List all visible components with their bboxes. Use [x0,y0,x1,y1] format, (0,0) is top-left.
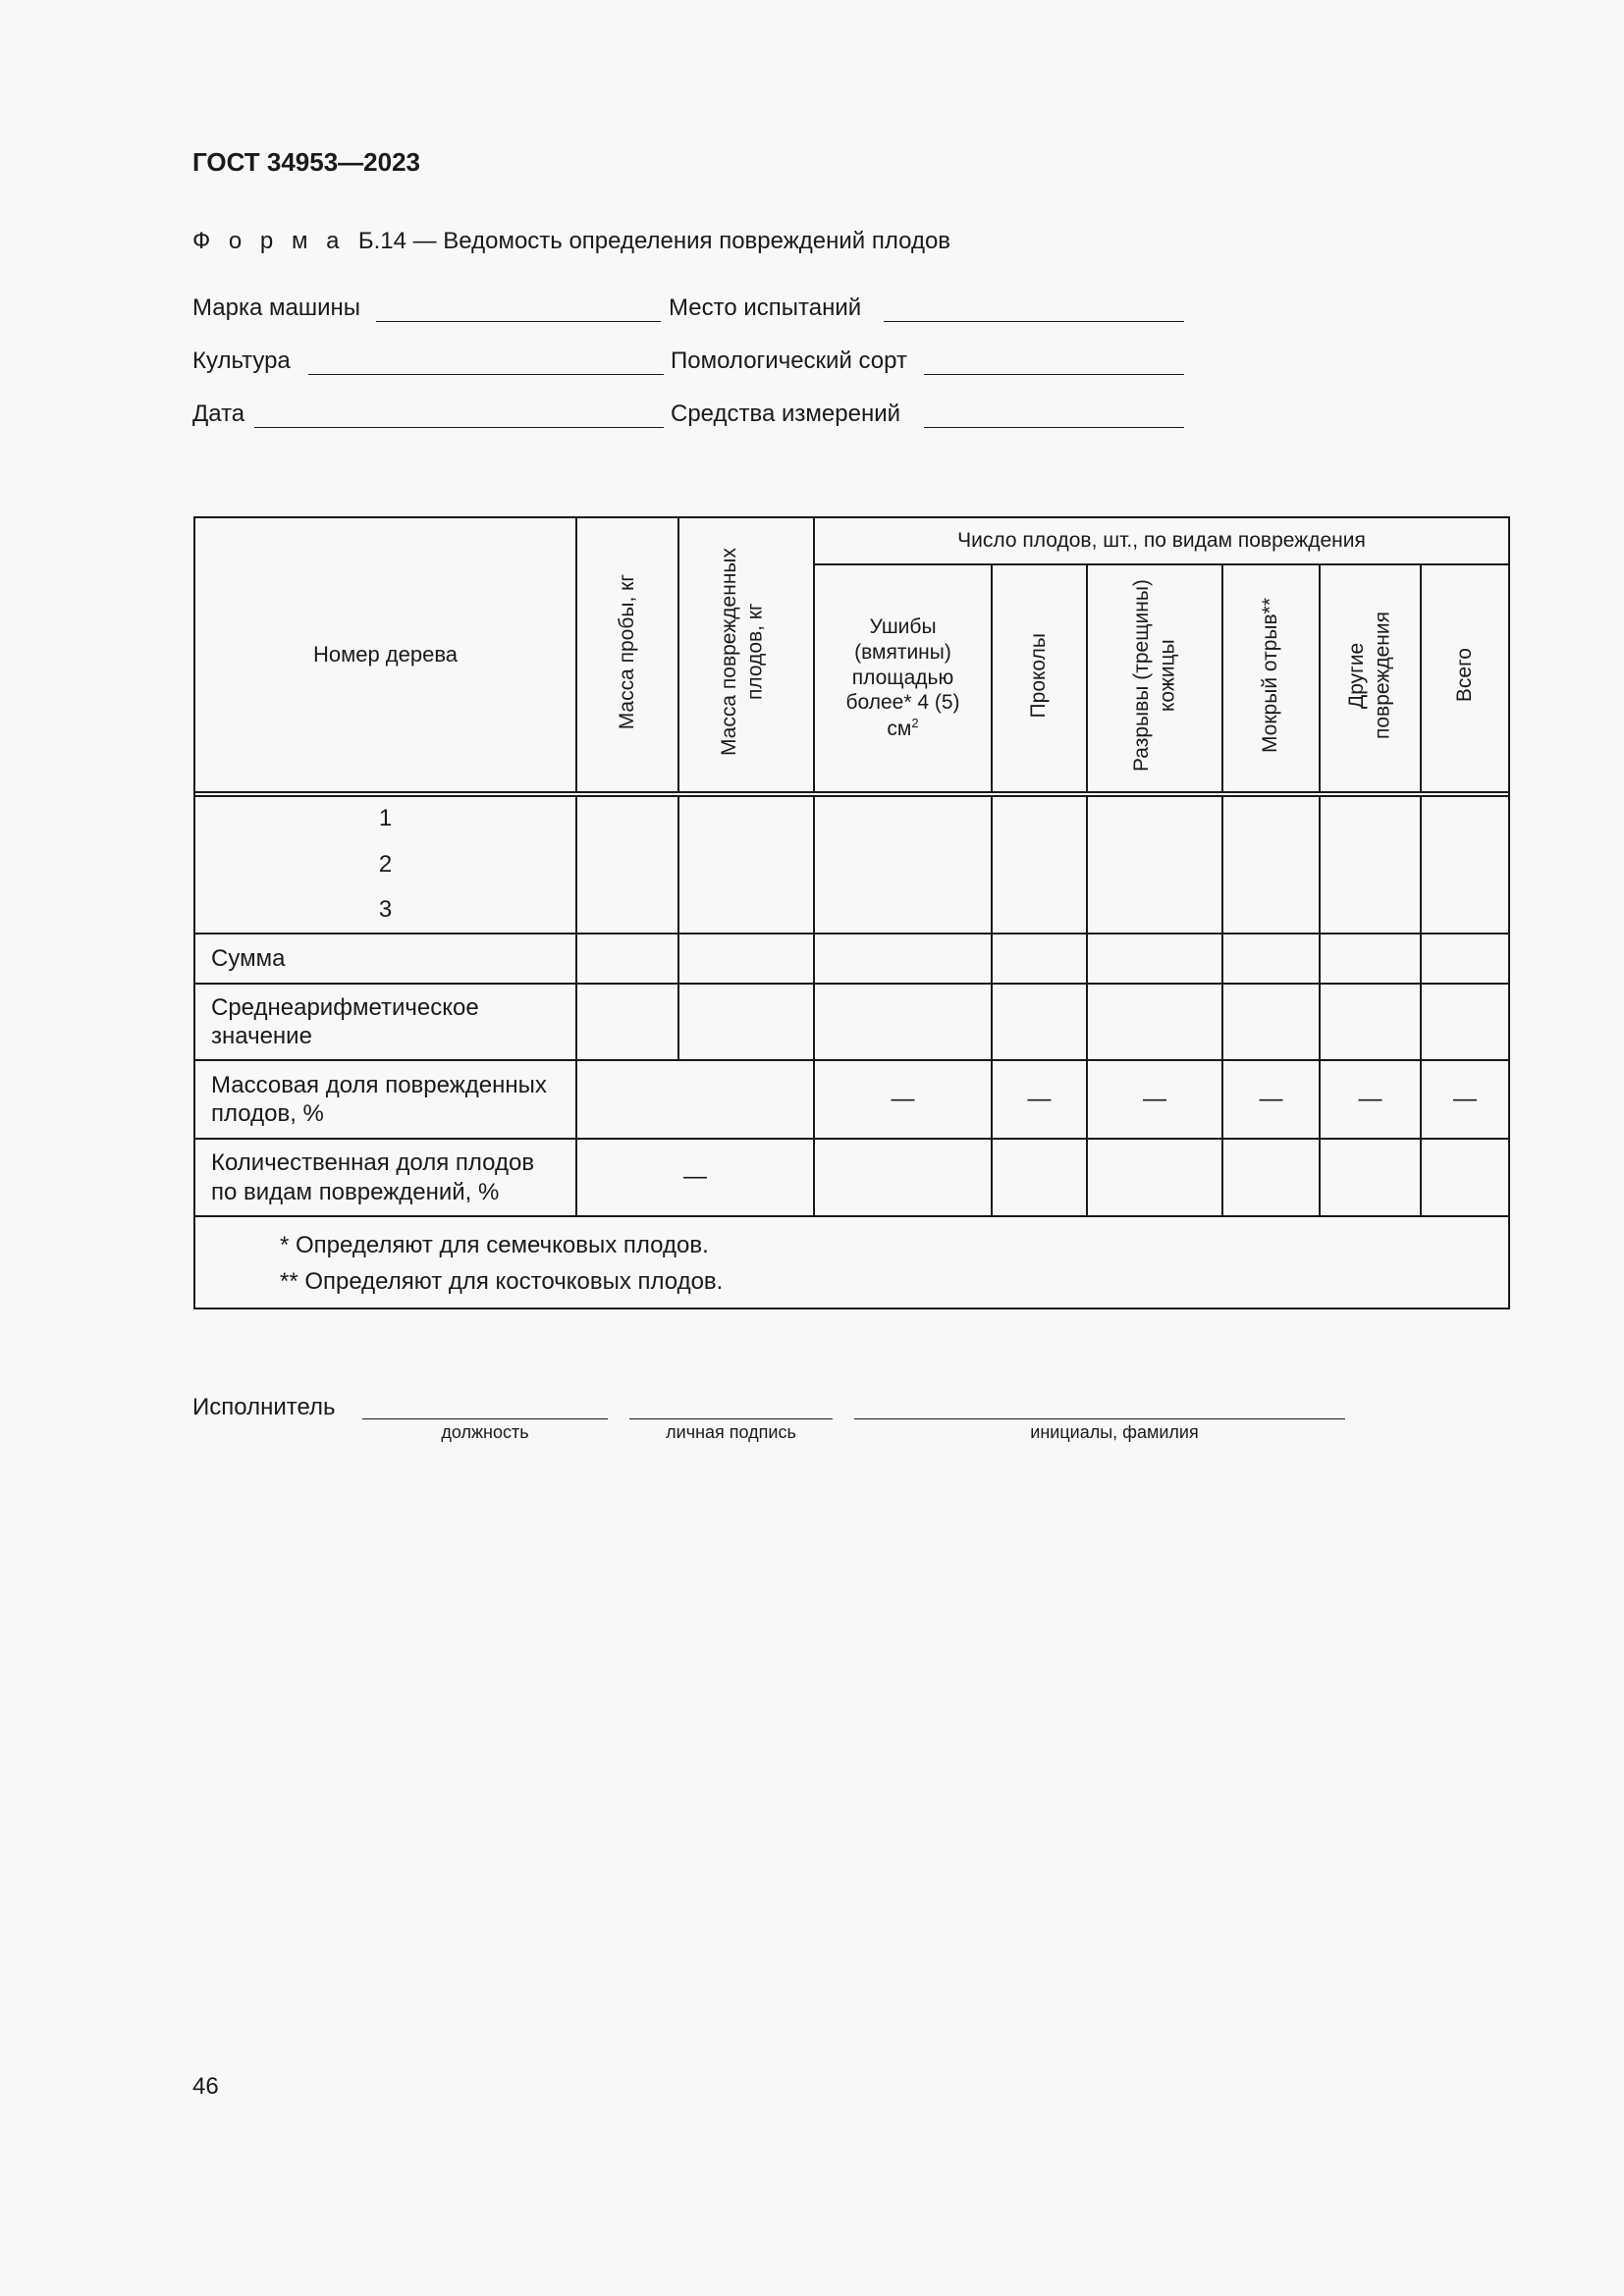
table-cell [1421,1060,1509,1139]
table-cell[interactable] [1222,984,1320,1060]
test-place-label: Место испытаний [669,294,862,321]
table-cell[interactable] [576,1060,814,1139]
dash-mark: — [1358,1085,1382,1112]
table-cell[interactable] [678,984,814,1060]
table-cell[interactable] [1421,934,1509,984]
table-cell[interactable] [1421,1139,1509,1216]
table-notes [194,1216,1509,1308]
position-field[interactable] [362,1418,608,1419]
col-damaged-mass [678,517,814,792]
table-row-notes [194,1216,1509,1308]
form-title-text: Б.14 — Ведомость определения повреждений плодов [357,228,951,254]
dash-mark: — [891,1085,915,1112]
table-cell[interactable] [576,984,678,1060]
table-cell[interactable] [1222,934,1320,984]
pomological-variety-label: Помологический сорт [671,347,907,374]
col-tree-number: Номер дерева [194,517,576,792]
position-caption: должность [441,1422,529,1442]
form-prefix: Ф о р м а [192,228,346,254]
row-label-mass-share: Массовая доля поврежденных плодов, % [194,1060,576,1139]
dash-mark: — [1027,1085,1052,1112]
table-cell [992,1060,1087,1139]
col-wet-detachment: Мокрый отрыв** [1222,564,1320,792]
crop-field[interactable] [308,374,664,375]
table-cell[interactable] [814,934,992,984]
col-sample-mass [576,517,678,792]
dash-mark: — [1453,1085,1478,1112]
table-row-mean [194,984,1509,1060]
table-cell [814,1060,992,1139]
table-cell [1320,1060,1421,1139]
table-cell[interactable] [1087,934,1222,984]
table-row-quantity-share [194,1139,1509,1216]
table-row-sum [194,934,1509,984]
machine-brand-label: Марка машины [192,294,361,321]
test-place-field[interactable] [884,321,1184,322]
table-cell[interactable] [576,796,678,934]
tree-number: 1 [378,804,393,831]
table-cell[interactable] [1087,984,1222,1060]
table-cell [576,1139,814,1216]
col-total: Всего [1421,564,1509,792]
measuring-means-label: Средства измерений [671,400,901,427]
table-cell [1087,1060,1222,1139]
initials-surname-caption: инициалы, фамилия [1030,1422,1199,1442]
date-field[interactable] [254,427,664,428]
tree-number: 3 [378,896,393,924]
machine-brand-field[interactable] [376,321,661,322]
page-number: 46 [192,2073,219,2100]
table-cell[interactable] [992,796,1087,934]
table-cell[interactable] [1320,934,1421,984]
table-cell[interactable] [1320,984,1421,1060]
table-row-trees [194,796,1509,934]
table-cell[interactable] [814,796,992,934]
table-cell[interactable] [814,1139,992,1216]
signature-caption: личная подпись [666,1422,796,1442]
table-cell[interactable] [1087,796,1222,934]
row-label-sum: Сумма [194,934,576,984]
tree-numbers-cell [194,796,576,934]
signature-field[interactable] [629,1418,833,1419]
table-cell[interactable] [1421,984,1509,1060]
document-code: ГОСТ 34953—2023 [192,147,420,177]
measuring-means-field[interactable] [924,427,1184,428]
table-cell [1222,1060,1320,1139]
row-label-mean: Среднеарифметическое значение [194,984,576,1060]
table-cell[interactable] [1421,796,1509,934]
note-stone-fruits: ** Определяют для косточковых плодов. [280,1268,724,1296]
table-cell[interactable] [992,1139,1087,1216]
table-cell[interactable] [678,796,814,934]
col-bruises-label: Ушибы (вмятины) площадью более* 4 (5) $см^2$ [845,615,960,740]
table-cell[interactable] [1222,796,1320,934]
col-sample-mass-label: Масса пробы, кг [615,573,638,729]
dash-mark: — [1143,1085,1166,1112]
table-cell[interactable] [1087,1139,1222,1216]
table-cell[interactable] [678,934,814,984]
dash-mark: — [1259,1085,1283,1112]
col-group-damage-counts: Число плодов, шт., по видам повреждения [814,517,1509,564]
table-cell[interactable] [992,934,1087,984]
table-cell[interactable] [1222,1139,1320,1216]
table-row-mass-share [194,1060,1509,1139]
executor-label: Исполнитель [192,1394,336,1420]
table-cell[interactable] [814,984,992,1060]
date-label: Дата [192,400,245,427]
col-other-damage: Другие повреждения [1320,564,1421,792]
col-bruises [814,564,992,792]
col-punctures: Проколы [992,564,1087,792]
dash-mark: — [683,1163,707,1191]
initials-surname-field[interactable] [854,1418,1345,1419]
table-cell[interactable] [1320,796,1421,934]
damage-table [193,516,1510,1309]
row-label-quantity-share: Количественная доля плодов по видам повреждений, % [194,1139,576,1216]
form-title [192,228,950,255]
crop-label: Культура [192,347,291,374]
tree-number: 2 [378,850,393,878]
table-cell[interactable] [992,984,1087,1060]
pomological-variety-field[interactable] [924,374,1184,375]
note-seed-fruits: * Определяют для семечковых плодов. [280,1232,709,1258]
col-damaged-mass-label: Масса поврежденных плодов, кг [718,547,767,756]
table-cell[interactable] [1320,1139,1421,1216]
table-cell[interactable] [576,934,678,984]
col-skin-tears: Разрывы (трещины) кожицы [1087,564,1222,792]
